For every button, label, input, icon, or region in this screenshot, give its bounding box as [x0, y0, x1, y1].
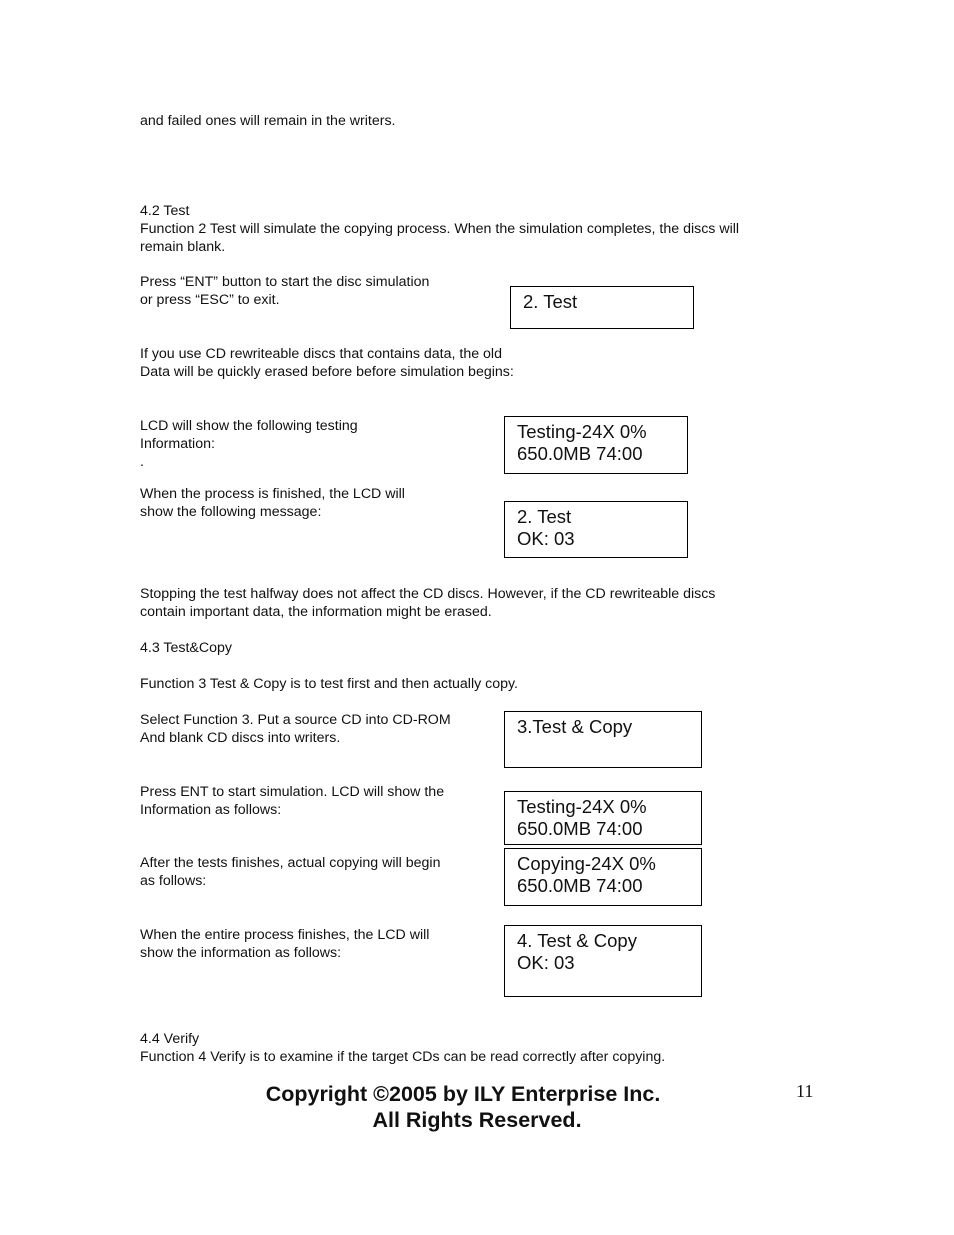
lcd-test-ok [504, 501, 688, 558]
lcd-line: 650.0MB 74:00 [517, 875, 643, 896]
section-4-4-text: Function 4 Verify is to examine if the target CDs can be read correctly after copying. [140, 1049, 666, 1065]
lcd-show-text-cont: Information: [140, 436, 215, 452]
finished-text-cont: show the following message: [140, 504, 322, 520]
entire-process-text-cont: show the information as follows: [140, 945, 342, 961]
lcd-line: 3.Test & Copy [517, 716, 633, 737]
rights-reserved-line: All Rights Reserved. [372, 1108, 582, 1132]
lcd-test-copy-ok [504, 925, 702, 997]
copyright-line: Copyright ©2005 by ILY Enterprise Inc. [265, 1082, 661, 1106]
lcd-show-text: LCD will show the following testing [140, 418, 358, 434]
select-function-text: Select Function 3. Put a source CD into CD-ROM [140, 712, 451, 728]
entire-process-text: When the entire process finishes, the LCD will [140, 927, 430, 943]
section-4-4-heading: 4.4 Verify [140, 1031, 200, 1047]
intro-text: and failed ones will remain in the writers. [140, 113, 396, 129]
section-4-2-heading: 4.2 Test [140, 203, 190, 219]
after-tests-text: After the tests finishes, actual copying will begin [140, 855, 441, 871]
lcd-line: 2. Test [523, 291, 578, 312]
rewritable-text-cont: Data will be quickly erased before before simulation begins: [140, 364, 514, 380]
page-number: 11 [796, 1081, 814, 1101]
press-ent-text: Press “ENT” button to start the disc simulation [140, 274, 430, 290]
section-4-3-text: Function 3 Test & Copy is to test first and then actually copy. [140, 676, 518, 692]
after-tests-text-cont: as follows: [140, 873, 207, 889]
press-esc-text: or press “ESC” to exit. [140, 292, 280, 308]
lcd-testing-copy [504, 791, 702, 845]
lcd-line: Testing-24X 0% [517, 421, 647, 442]
press-sim-text: Press ENT to start simulation. LCD will show the [140, 784, 445, 800]
lcd-show-dot: . [140, 454, 144, 470]
lcd-line: 4. Test & Copy [517, 930, 637, 951]
lcd-test-copy [504, 711, 702, 768]
lcd-line: OK: 03 [517, 528, 575, 549]
lcd-line: OK: 03 [517, 952, 575, 973]
lcd-line: Copying-24X 0% [517, 853, 656, 874]
select-function-text-cont: And blank CD discs into writers. [140, 730, 341, 746]
lcd-test [510, 286, 694, 329]
lcd-testing [504, 416, 688, 474]
stopping-text: Stopping the test halfway does not affect the CD discs. However, if the CD rewriteable discs [140, 586, 716, 602]
lcd-line: 2. Test [517, 506, 572, 527]
lcd-line: Testing-24X 0% [517, 796, 647, 817]
press-sim-text-cont: Information as follows: [140, 802, 282, 818]
lcd-line: 650.0MB 74:00 [517, 443, 643, 464]
finished-text: When the process is finished, the LCD will [140, 486, 405, 502]
section-4-2-text-cont: remain blank. [140, 239, 226, 255]
lcd-copying [504, 848, 702, 906]
rewritable-text: If you use CD rewriteable discs that contains data, the old [140, 346, 502, 362]
stopping-text-cont: contain important data, the information might be erased. [140, 604, 492, 620]
section-4-3-heading: 4.3 Test&Copy [140, 640, 233, 656]
section-4-2-text: Function 2 Test will simulate the copying process. When the simulation completes, the discs will [140, 221, 740, 237]
lcd-line: 650.0MB 74:00 [517, 818, 643, 839]
